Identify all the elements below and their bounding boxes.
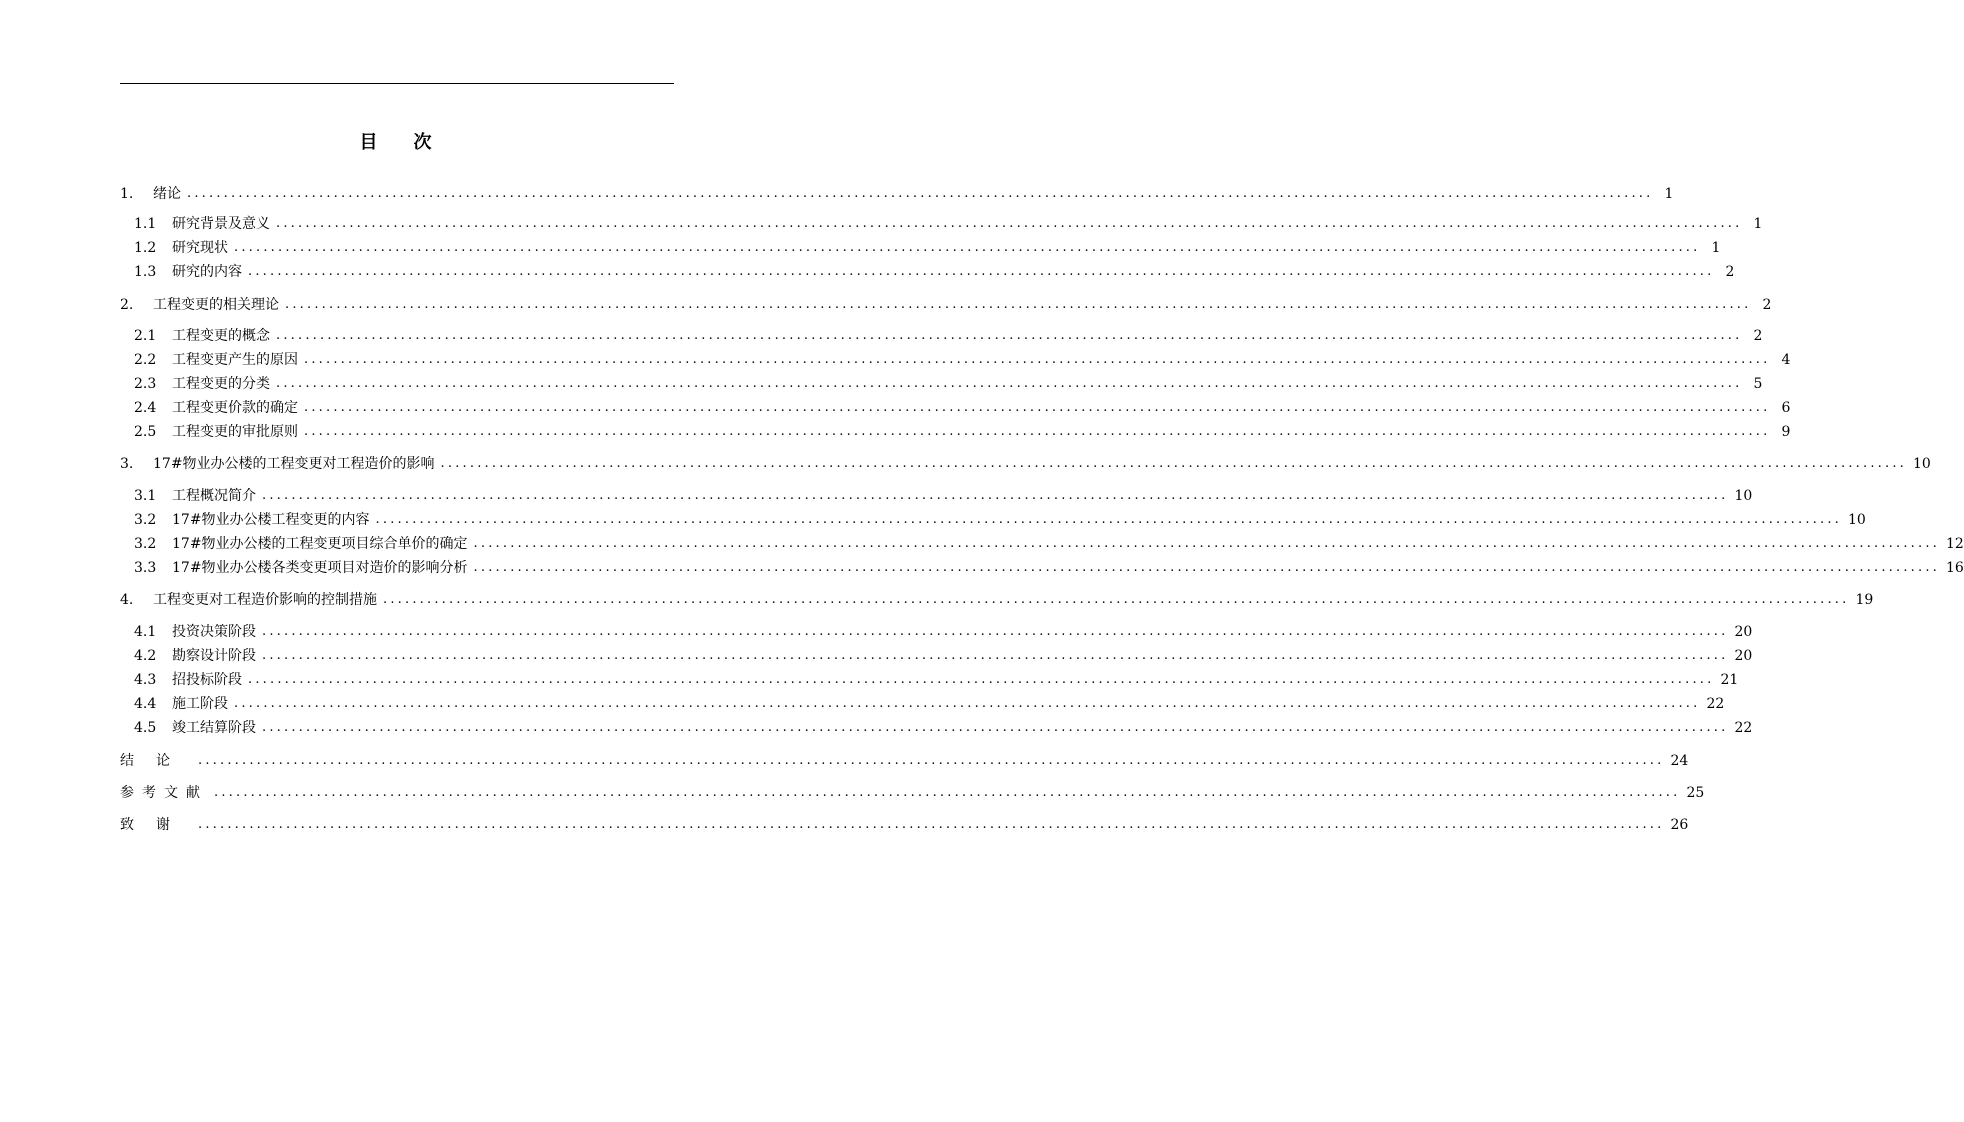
toc-entry-number: 4.5: [134, 720, 157, 736]
toc-entry-number: 1.3: [134, 264, 157, 280]
toc-entry[interactable]: [134, 669, 1739, 691]
toc-entry-number: 2.3: [134, 376, 157, 392]
toc-entry[interactable]: [134, 325, 1763, 347]
toc-entry[interactable]: [120, 294, 1772, 316]
toc-entry-page: 10: [1734, 488, 1753, 504]
toc-entry-page: 12: [1946, 536, 1964, 552]
toc-entry-label: 投资决策阶段: [172, 624, 256, 640]
toc-entry-label: 招投标阶段: [172, 672, 242, 688]
toc-entry[interactable]: [134, 509, 1866, 531]
toc-entry[interactable]: [134, 621, 1753, 643]
toc-entry-page: 10: [1848, 512, 1866, 528]
toc-entry-page: 21: [1720, 672, 1739, 688]
toc-entry-page: 22: [1734, 720, 1753, 736]
toc-entry[interactable]: [134, 213, 1763, 235]
dot-leader: ........................................................................................................................................................................................................: [285, 297, 1752, 312]
toc-entry-number: 3.2: [134, 512, 157, 528]
dot-leader: ........................................................................................................................................................................................................: [304, 352, 1771, 367]
toc-entry[interactable]: [120, 589, 1874, 611]
toc-entry-page: 5: [1753, 376, 1763, 392]
toc-entry-page: 2: [1762, 297, 1772, 313]
toc-entry-number: 4.4: [134, 696, 157, 712]
toc-entry-label: 工程变更的分类: [172, 376, 270, 392]
toc-entry[interactable]: [134, 693, 1725, 715]
toc-entry[interactable]: [120, 782, 1705, 804]
toc-entry-label: 研究背景及意义: [172, 216, 270, 232]
toc-entry-label: 参考文献: [120, 785, 208, 801]
toc-entry-page: 19: [1855, 592, 1874, 608]
toc-entry[interactable]: [134, 349, 1791, 371]
toc-entry-number: 3.1: [134, 488, 157, 504]
toc-entry-label: 勘察设计阶段: [172, 648, 256, 664]
toc-entry-page: 1: [1711, 240, 1721, 256]
toc-entry-number: 2.1: [134, 328, 157, 344]
toc-entry-label: 工程变更对工程造价影响的控制措施: [153, 592, 377, 608]
toc-entry-label: 绪论: [153, 186, 181, 202]
toc-entry-label: 17#物业办公楼工程变更的内容: [172, 512, 370, 528]
dot-leader: ........................................................................................................................................................................................................: [248, 264, 1715, 279]
toc-entry-number: 1.1: [134, 216, 157, 232]
toc-entry-number: 3.2: [134, 536, 157, 552]
dot-leader: ........................................................................................................................................................................................................: [262, 720, 1729, 735]
toc-entry-page: 26: [1670, 817, 1689, 833]
dot-leader: ........................................................................................................................................................................................................: [473, 560, 1941, 575]
dot-leader: ........................................................................................................................................................................................................: [383, 592, 1850, 607]
toc-entry-label: 施工阶段: [172, 696, 228, 712]
dot-leader: ........................................................................................................................................................................................................: [234, 696, 1701, 711]
toc-entry[interactable]: [134, 533, 1964, 555]
dot-leader: ........................................................................................................................................................................................................: [234, 240, 1701, 255]
toc-entry-label: 工程变更的审批原则: [172, 424, 298, 440]
toc-entry-page: 1: [1753, 216, 1763, 232]
toc-entry-page: 6: [1781, 400, 1791, 416]
toc-entry[interactable]: [134, 397, 1791, 419]
toc-entry[interactable]: [134, 373, 1763, 395]
toc-entry[interactable]: [134, 485, 1753, 507]
toc-entry-number: 1.2: [134, 240, 157, 256]
toc-entry-number: 4.2: [134, 648, 157, 664]
toc-title-right: 次: [413, 132, 434, 153]
dot-leader: ........................................................................................................................................................................................................: [262, 488, 1729, 503]
toc-entry-number: 4.1: [134, 624, 157, 640]
toc-entry-page: 10: [1913, 456, 1931, 472]
toc-entry-label: 17#物业办公楼的工程变更对工程造价的影响: [153, 456, 435, 472]
toc-entry[interactable]: [134, 261, 1735, 283]
toc-entry-page: 2: [1725, 264, 1735, 280]
toc-entry[interactable]: [134, 237, 1721, 259]
toc-entry-label: 研究现状: [172, 240, 228, 256]
header-rule: [120, 83, 674, 84]
toc-entry[interactable]: [120, 183, 1674, 205]
dot-leader: ........................................................................................................................................................................................................: [248, 672, 1715, 687]
toc-entry-number: 1.: [120, 186, 134, 202]
dot-leader: ........................................................................................................................................................................................................: [304, 400, 1771, 415]
toc-entry-number: 2.5: [134, 424, 157, 440]
dot-leader: ........................................................................................................................................................................................................: [198, 817, 1665, 832]
toc-entry-number: 3.3: [134, 560, 157, 576]
dot-leader: ........................................................................................................................................................................................................: [262, 624, 1729, 639]
toc-entry-page: 22: [1706, 696, 1725, 712]
toc-title: [0, 128, 793, 154]
toc-entry-label: 致谢: [120, 817, 192, 833]
toc-entry-label: 17#物业办公楼各类变更项目对造价的影响分析: [172, 560, 468, 576]
toc-entry-number: 2.: [120, 297, 134, 313]
toc-entry-label: 研究的内容: [172, 264, 242, 280]
dot-leader: ........................................................................................................................................................................................................: [214, 785, 1681, 800]
toc-entry-page: 2: [1753, 328, 1763, 344]
toc-entry[interactable]: [120, 453, 1931, 475]
toc-entry-number: 2.2: [134, 352, 157, 368]
toc-entry-label: 工程变更价款的确定: [172, 400, 298, 416]
dot-leader: ........................................................................................................................................................................................................: [276, 216, 1743, 231]
dot-leader: ........................................................................................................................................................................................................: [276, 328, 1743, 343]
toc-entry-page: 20: [1734, 648, 1753, 664]
toc-entry-page: 4: [1781, 352, 1791, 368]
toc-entry-page: 16: [1946, 560, 1964, 576]
toc-entry-label: 17#物业办公楼的工程变更项目综合单价的确定: [172, 536, 468, 552]
toc-entry[interactable]: [120, 814, 1689, 836]
toc-entry-number: 4.3: [134, 672, 157, 688]
toc-entry[interactable]: [120, 750, 1689, 772]
toc-entry[interactable]: [134, 645, 1753, 667]
toc-entry-label: 工程变更的相关理论: [153, 297, 279, 313]
dot-leader: ........................................................................................................................................................................................................: [187, 186, 1654, 201]
toc-entry[interactable]: [134, 421, 1791, 443]
toc-entry-label: 工程概况简介: [172, 488, 256, 504]
dot-leader: ........................................................................................................................................................................................................: [440, 456, 1908, 471]
toc-entry-label: 工程变更的概念: [172, 328, 270, 344]
toc-entry-number: 2.4: [134, 400, 157, 416]
dot-leader: ........................................................................................................................................................................................................: [473, 536, 1941, 551]
toc-entry-page: 20: [1734, 624, 1753, 640]
dot-leader: ........................................................................................................................................................................................................: [262, 648, 1729, 663]
toc-entry-page: 1: [1664, 186, 1674, 202]
dot-leader: ........................................................................................................................................................................................................: [375, 512, 1843, 527]
toc-entry[interactable]: [134, 557, 1964, 579]
toc-entry-page: 25: [1686, 785, 1705, 801]
dot-leader: ........................................................................................................................................................................................................: [276, 376, 1743, 391]
toc-entry-label: 结论: [120, 753, 192, 769]
toc-entry-label: 工程变更产生的原因: [172, 352, 298, 368]
toc-entry-page: 9: [1781, 424, 1791, 440]
toc-title-left: 目: [359, 132, 380, 153]
toc-entry-label: 竣工结算阶段: [172, 720, 256, 736]
dot-leader: ........................................................................................................................................................................................................: [304, 424, 1771, 439]
toc-entry-page: 24: [1670, 753, 1689, 769]
toc-entry-number: 3.: [120, 456, 134, 472]
toc-entry-number: 4.: [120, 592, 134, 608]
toc-entry[interactable]: [134, 717, 1753, 739]
dot-leader: ........................................................................................................................................................................................................: [198, 753, 1665, 768]
